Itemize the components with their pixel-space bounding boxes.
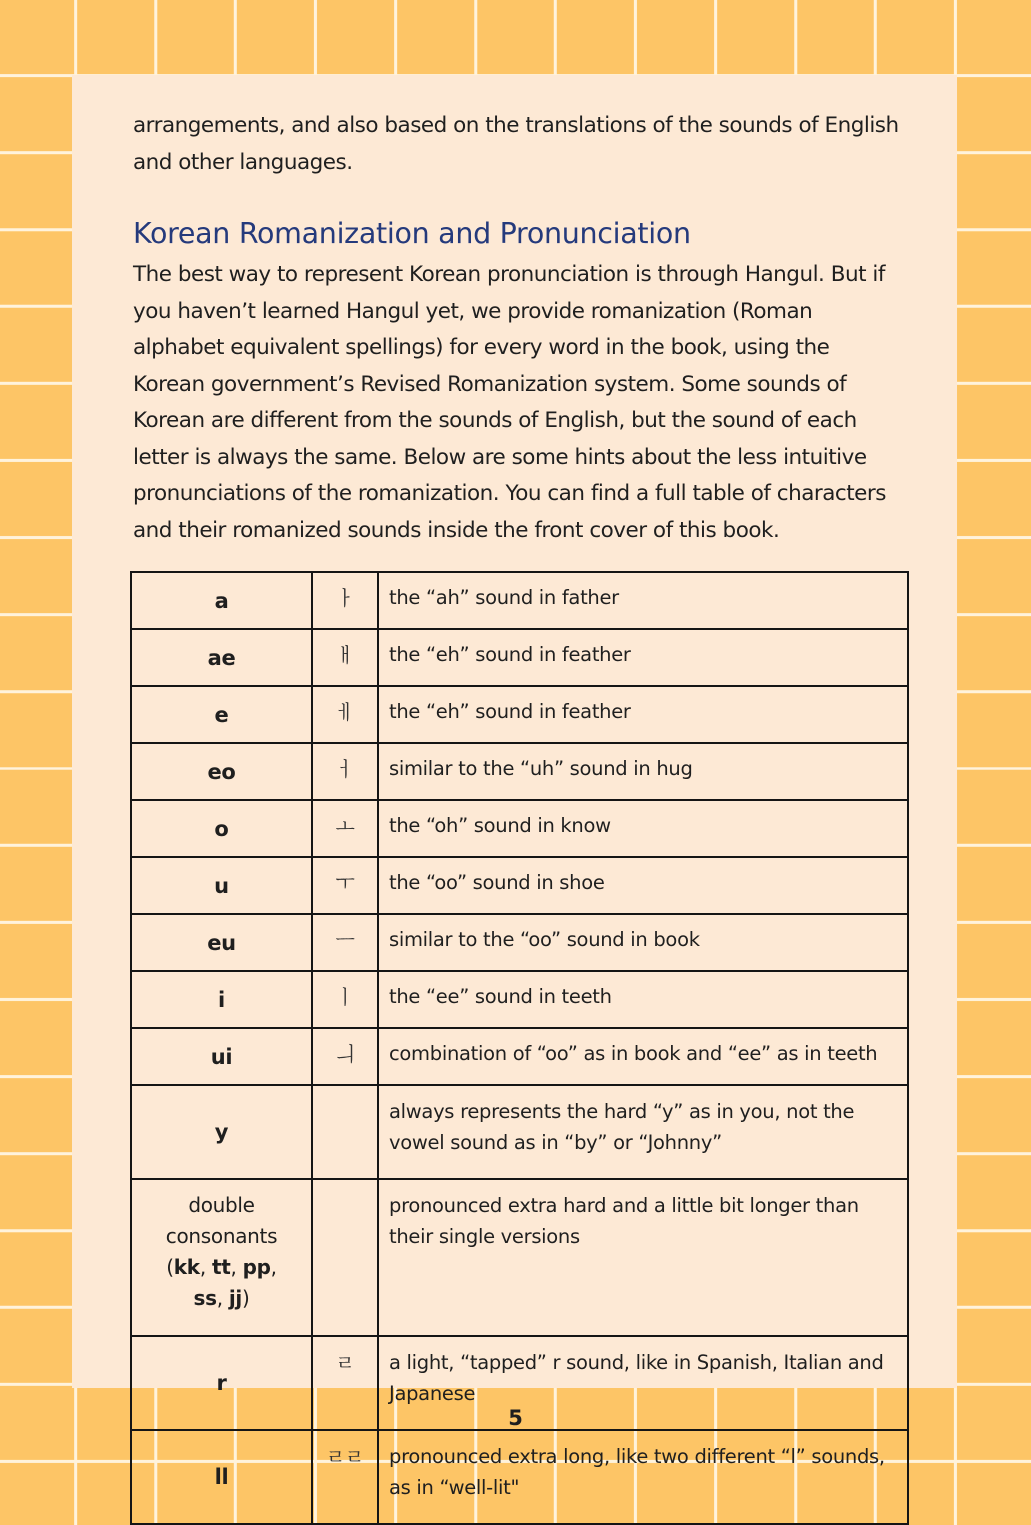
hangul-cell: ㅣ (312, 971, 378, 1028)
description-cell: combination of “oo” as in book and “ee” as in teeth (378, 1028, 908, 1085)
hangul-cell: ㅜ (312, 857, 378, 914)
description-cell: the “eh” sound in feather (378, 629, 908, 686)
table-row (131, 1028, 908, 1085)
table-row (131, 1430, 908, 1524)
roman-cell: eu (131, 914, 312, 971)
hangul-cell (312, 1085, 378, 1179)
table-row (131, 629, 908, 686)
roman-cell: e (131, 686, 312, 743)
body-paragraph: The best way to represent Korean pronunciation is through Hangul. But if you haven’t learned Hangul yet, we provide romanization (Roman alphabet equivalent spellings) for every word in the book, using the Korean government’s Revised Romanization system. Some sounds of Korean are different from the sounds of English, but the sound of each letter is always the same. Below are some hints about the less intuitive pronunciations of the romanization. You can find a full table of characters and their romanized sounds inside the front cover of this book. (133, 262, 886, 543)
page-number: 5 (508, 1406, 523, 1430)
hangul-cell: ㅢ (312, 1028, 378, 1085)
double-consonants-label: double consonants (165, 1193, 278, 1248)
table-row (131, 800, 908, 857)
table-row (131, 971, 908, 1028)
hangul-cell: ㅔ (312, 686, 378, 743)
page-panel (72, 75, 957, 1499)
roman-cell: a (131, 572, 312, 629)
roman-part: ss (193, 1286, 217, 1310)
hangul-cell (312, 1179, 378, 1336)
description-cell: always represents the hard “y” as in you, not the vowel sound as in “by” or “Johnny” (378, 1085, 908, 1179)
roman-cell: ui (131, 1028, 312, 1085)
description-cell: similar to the “uh” sound in hug (378, 743, 908, 800)
roman-part: tt (211, 1255, 231, 1279)
table-row (131, 1179, 908, 1336)
hangul-cell: ㄹ (312, 1336, 378, 1430)
description-cell: pronounced extra long, like two different “l” sounds, as in “well-lit" (378, 1430, 908, 1524)
description-cell: a light, “tapped” r sound, like in Spanish, Italian and Japanese (378, 1336, 908, 1430)
description-cell: the “oo” sound in shoe (378, 857, 908, 914)
table-row (131, 686, 908, 743)
description-cell: similar to the “oo” sound in book (378, 914, 908, 971)
roman-cell: r (131, 1336, 312, 1430)
description-cell: the “ah” sound in father (378, 572, 908, 629)
table-row (131, 1085, 908, 1179)
table-row (131, 572, 908, 629)
table-row (131, 857, 908, 914)
description-cell: the “ee” sound in teeth (378, 971, 908, 1028)
roman-cell: ll (131, 1430, 312, 1524)
section-heading: Korean Romanization and Pronunciation (133, 217, 691, 250)
intro-paragraph: arrangements, and also based on the translations of the sounds of English and other languages. (133, 113, 899, 175)
roman-part: jj (228, 1286, 242, 1310)
roman-cell: ae (131, 629, 312, 686)
hangul-cell: ㅐ (312, 629, 378, 686)
roman-part: kk (173, 1255, 200, 1279)
hangul-cell: ㅗ (312, 800, 378, 857)
description-cell: the “eh” sound in feather (378, 686, 908, 743)
romanization-table (130, 571, 909, 1525)
table-row (131, 743, 908, 800)
roman-cell: o (131, 800, 312, 857)
roman-cell: y (131, 1085, 312, 1179)
hangul-cell: ㅡ (312, 914, 378, 971)
hangul-cell: ㄹㄹ (312, 1430, 378, 1524)
table-row (131, 914, 908, 971)
roman-part: pp (242, 1255, 271, 1279)
hangul-cell: ㅏ (312, 572, 378, 629)
roman-cell: double consonants (kk, tt, pp, ss, jj) (131, 1179, 312, 1336)
roman-cell: eo (131, 743, 312, 800)
roman-cell: i (131, 971, 312, 1028)
roman-cell: u (131, 857, 312, 914)
description-cell: pronounced extra hard and a little bit longer than their single versions (378, 1179, 908, 1336)
hangul-cell: ㅓ (312, 743, 378, 800)
description-cell: the “oh” sound in know (378, 800, 908, 857)
